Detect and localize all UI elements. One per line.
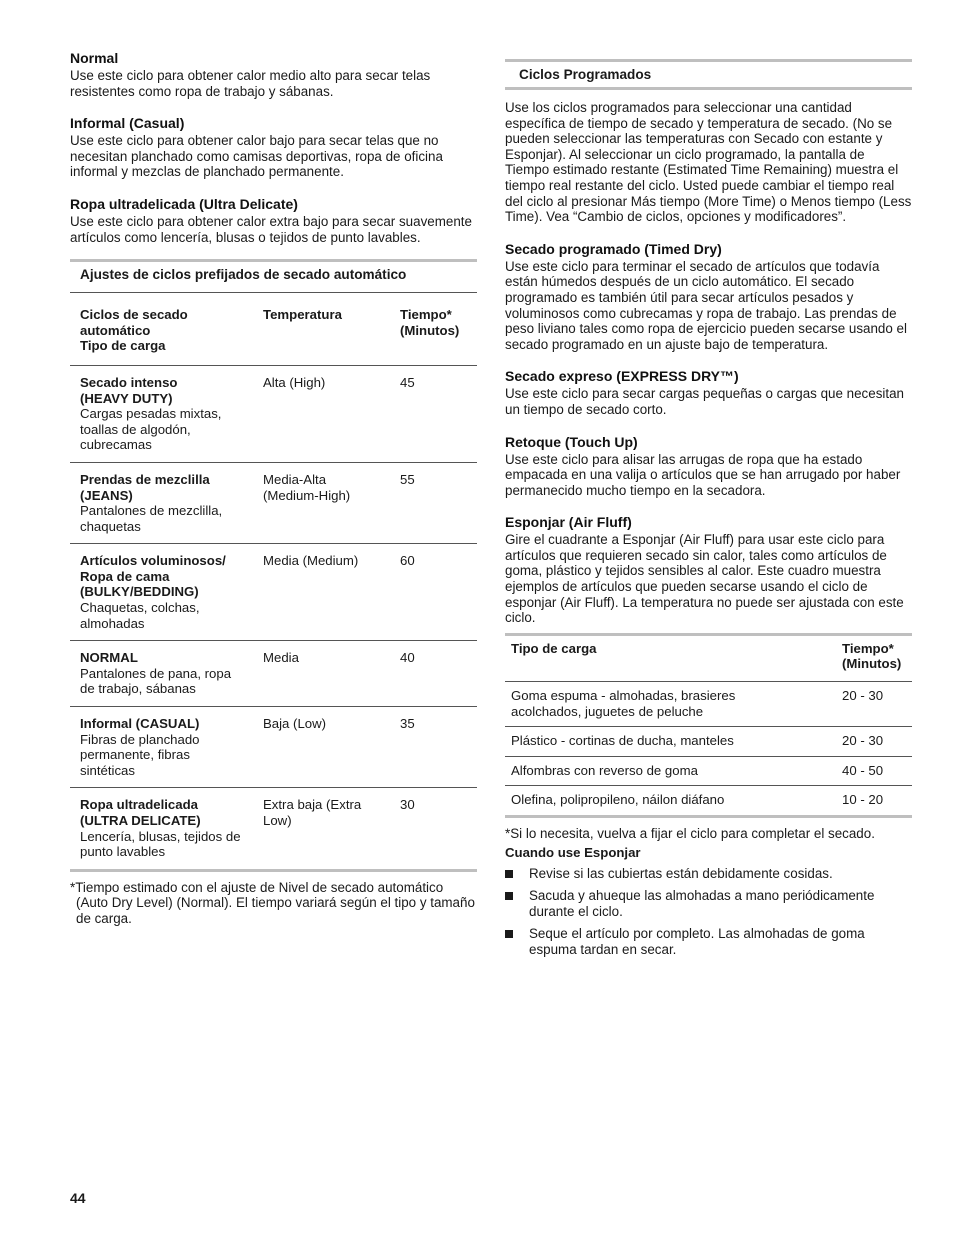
cycle-cell: [70, 788, 253, 870]
auto-table-footnote: *Tiempo estimado con el ajuste de Nivel de secado automático (Auto Dry Level) (Normal). El tiempo variará según el tipo y tamaño de carga.: [70, 879, 475, 926]
table-row: [505, 682, 912, 727]
cycle-cell: [70, 365, 253, 462]
load-cell: Goma espuma - almohadas, brasieres acolchados, juguetes de peluche: [511, 688, 736, 719]
cycle-name: Ropa ultradelicada: [80, 797, 198, 813]
auto-table-title: Ajustes de ciclos prefijados de secado automático: [80, 267, 407, 283]
cycle-desc: Lencería, blusas, tejidos de punto lavables: [80, 828, 241, 860]
section-body: Use este ciclo para terminar el secado de artículos que todavía están húmedos después de un ciclo automático. El secado programado es también útil para secar artículos pesados y voluminosos como cubrecamas y ropa de trabajo. Las prendas de peso liviano tales como ropa de ejercicio pueden secarse usando el secado programado en un ajuste bajo de temperatura.: [505, 258, 907, 352]
table-row: [505, 727, 912, 757]
section-normal: [70, 50, 477, 99]
square-bullet-icon: [505, 892, 513, 900]
programmed-body: Use los ciclos programados para seleccionar una cantidad específica de tiempo de secado y temperatura de secado. (No se pueden seleccionar las temperaturas con Secado con estante y Esponjar). Al seleccionar un ciclo programado, la pantalla de Tiempo estimado restante (Estimated Time Remaining) muestra el tiempo real restante del ciclo. Usted puede cambiar el tiempo real del ciclo al presionar Más tiempo (More Time) o Menos tiempo (Less Time). Vea “Cambio de ciclos, opciones y modificadores”.: [505, 100, 912, 225]
header-line: Tipo de carga: [80, 338, 166, 354]
header-temperature: Temperatura: [263, 307, 342, 323]
section-timed-dry: [505, 241, 912, 353]
temp-cell: Baja (Low): [263, 716, 327, 732]
air-fluff-note: *Si lo necesita, vuelva a fijar el ciclo para completar el secado.: [505, 826, 875, 841]
cycle-cell: [70, 707, 253, 788]
section-title: Esponjar (Air Fluff): [505, 514, 632, 531]
table-row: [70, 365, 477, 462]
header-line: Tiempo*: [842, 640, 894, 656]
section-casual: [70, 115, 477, 180]
list-item: [505, 888, 912, 919]
section-title: Retoque (Touch Up): [505, 433, 638, 450]
tips-list: [505, 866, 912, 958]
section-title: Informal (Casual): [70, 115, 185, 132]
page-number: 44: [70, 1190, 86, 1206]
temp-cell: Alta (High): [263, 374, 326, 390]
load-cell: Olefina, polipropileno, náilon diáfano: [511, 792, 725, 808]
cycle-code: (ULTRA DELICATE): [80, 813, 201, 828]
table-row: [505, 786, 912, 817]
section-title: Secado programado (Timed Dry): [505, 240, 722, 257]
cycle-desc: Pantalones de pana, ropa de trabajo, sábanas: [80, 665, 232, 697]
time-cell: 40: [400, 650, 415, 666]
time-cell: 20 - 30: [842, 733, 884, 749]
square-bullet-icon: [505, 870, 513, 878]
air-fluff-table: [505, 633, 912, 818]
auto-presets-table: [70, 293, 477, 872]
section-body: Use este ciclo para obtener calor bajo para secar telas que no necesitan planchado como camisas deportivas, ropa de oficina informal y mezclas de planchado permanente.: [70, 133, 443, 180]
cycle-desc: Pantalones de mezclilla, chaquetas: [80, 503, 223, 534]
section-title: Normal: [70, 50, 119, 66]
temp-cell: Media (Medium): [263, 553, 359, 569]
table-row: [70, 788, 477, 870]
programmed-title-box: [505, 59, 912, 90]
table-row: [505, 756, 912, 786]
right-column: [505, 53, 912, 965]
auto-table-title-box: [70, 259, 477, 293]
time-cell: 35: [400, 716, 415, 732]
temp-cell: Media-Alta (Medium-High): [263, 471, 351, 503]
section-body: Gire el cuadrante a Esponjar (Air Fluff) para usar este ciclo para artículos que requieren secado sin calor, tales como artículos de goma, plástico y tejidos sensibles al calor. Este cuadro muestra ejemplos de artículos que pueden secarse usando el ciclo de esponjar (Air Fluff). La temperatura no puede ser ajustada con este ciclo.: [505, 532, 904, 626]
load-cell: Plástico - cortinas de ducha, manteles: [511, 733, 734, 749]
header-line: Ciclos de secado: [80, 307, 188, 323]
list-item-text: Sacuda y ahueque las almohadas a mano periódicamente durante el ciclo.: [529, 888, 875, 919]
cycle-cell: [70, 544, 253, 641]
cycle-name: Prendas de mezclilla: [80, 471, 210, 487]
header-time: [836, 634, 912, 681]
temp-cell: Media: [263, 650, 299, 666]
cycle-name: Informal (CASUAL): [80, 716, 200, 732]
load-cell: Alfombras con reverso de goma: [511, 762, 698, 778]
list-item-text: Seque el artículo por completo. Las almohadas de goma espuma tardan en secar.: [529, 926, 865, 957]
section-title: Secado expreso (EXPRESS DRY™): [505, 368, 739, 385]
list-item: [505, 866, 912, 882]
section-air-fluff: [505, 514, 912, 626]
temp-cell: Extra baja (Extra Low): [263, 797, 362, 828]
list-item: [505, 926, 912, 957]
cycle-name: Artículos voluminosos/ Ropa de cama: [80, 553, 226, 584]
cycle-desc: Cargas pesadas mixtas, toallas de algodón, cubrecamas: [80, 406, 222, 453]
table-header-row: [70, 293, 477, 365]
header-line: (Minutos): [400, 322, 460, 338]
cycle-desc: Chaquetas, colchas, almohadas: [80, 600, 200, 631]
cycle-name: NORMAL: [80, 650, 138, 666]
time-cell: 10 - 20: [842, 792, 884, 808]
section-body: Use este ciclo para alisar las arrugas de ropa que ha estado empacada en una valija o artículos que se han arrugado por haber permanecido mucho tiempo en la secadora.: [505, 451, 901, 498]
cycle-code: (BULKY/BEDDING): [80, 584, 199, 600]
time-cell: 40 - 50: [842, 762, 884, 778]
time-cell: 30: [400, 797, 415, 813]
time-cell: 45: [400, 374, 415, 390]
header-line: automático: [80, 322, 151, 338]
table-row: [70, 462, 477, 543]
section-body: Use este ciclo para obtener calor medio alto para secar telas resistentes como ropa de trabajo y sábanas.: [70, 68, 431, 99]
table-row: [70, 641, 477, 707]
time-cell: 20 - 30: [842, 688, 884, 704]
header-cycle: [70, 293, 253, 365]
time-cell: 60: [400, 553, 415, 569]
section-title: Ropa ultradelicada (Ultra Delicate): [70, 195, 298, 212]
table-header-row: [505, 634, 912, 681]
cycle-cell: [70, 462, 253, 543]
when-using-title: Cuando use Esponjar: [505, 844, 641, 860]
time-cell: 55: [400, 471, 415, 487]
header-line: Tiempo*: [400, 307, 452, 323]
cycle-code: (HEAVY DUTY): [80, 390, 173, 406]
cycle-name: Secado intenso: [80, 374, 178, 390]
list-item-text: Revise si las cubiertas están debidamente cosidas.: [529, 865, 833, 881]
cycle-code: (JEANS): [80, 487, 133, 503]
header-time: [390, 293, 477, 365]
cycle-desc: Fibras de planchado permanente, fibras sintéticas: [80, 731, 200, 778]
section-express-dry: [505, 368, 912, 417]
header-line: (Minutos): [842, 656, 902, 672]
cycle-cell: [70, 641, 253, 707]
header-load-type: Tipo de carga: [511, 640, 597, 656]
section-body: Use este ciclo para secar cargas pequeñas o cargas que necesitan un tiempo de secado corto.: [505, 386, 904, 417]
section-body: Use este ciclo para obtener calor extra bajo para secar suavemente artículos como lencería, blusas o tejidos de punto lavables.: [70, 213, 472, 245]
table-row: [70, 707, 477, 788]
table-row: [70, 544, 477, 641]
programmed-title: Ciclos Programados: [519, 67, 652, 82]
square-bullet-icon: [505, 930, 513, 938]
section-ultra-delicate: [70, 196, 477, 245]
left-column: [70, 50, 477, 927]
section-touch-up: [505, 434, 912, 499]
